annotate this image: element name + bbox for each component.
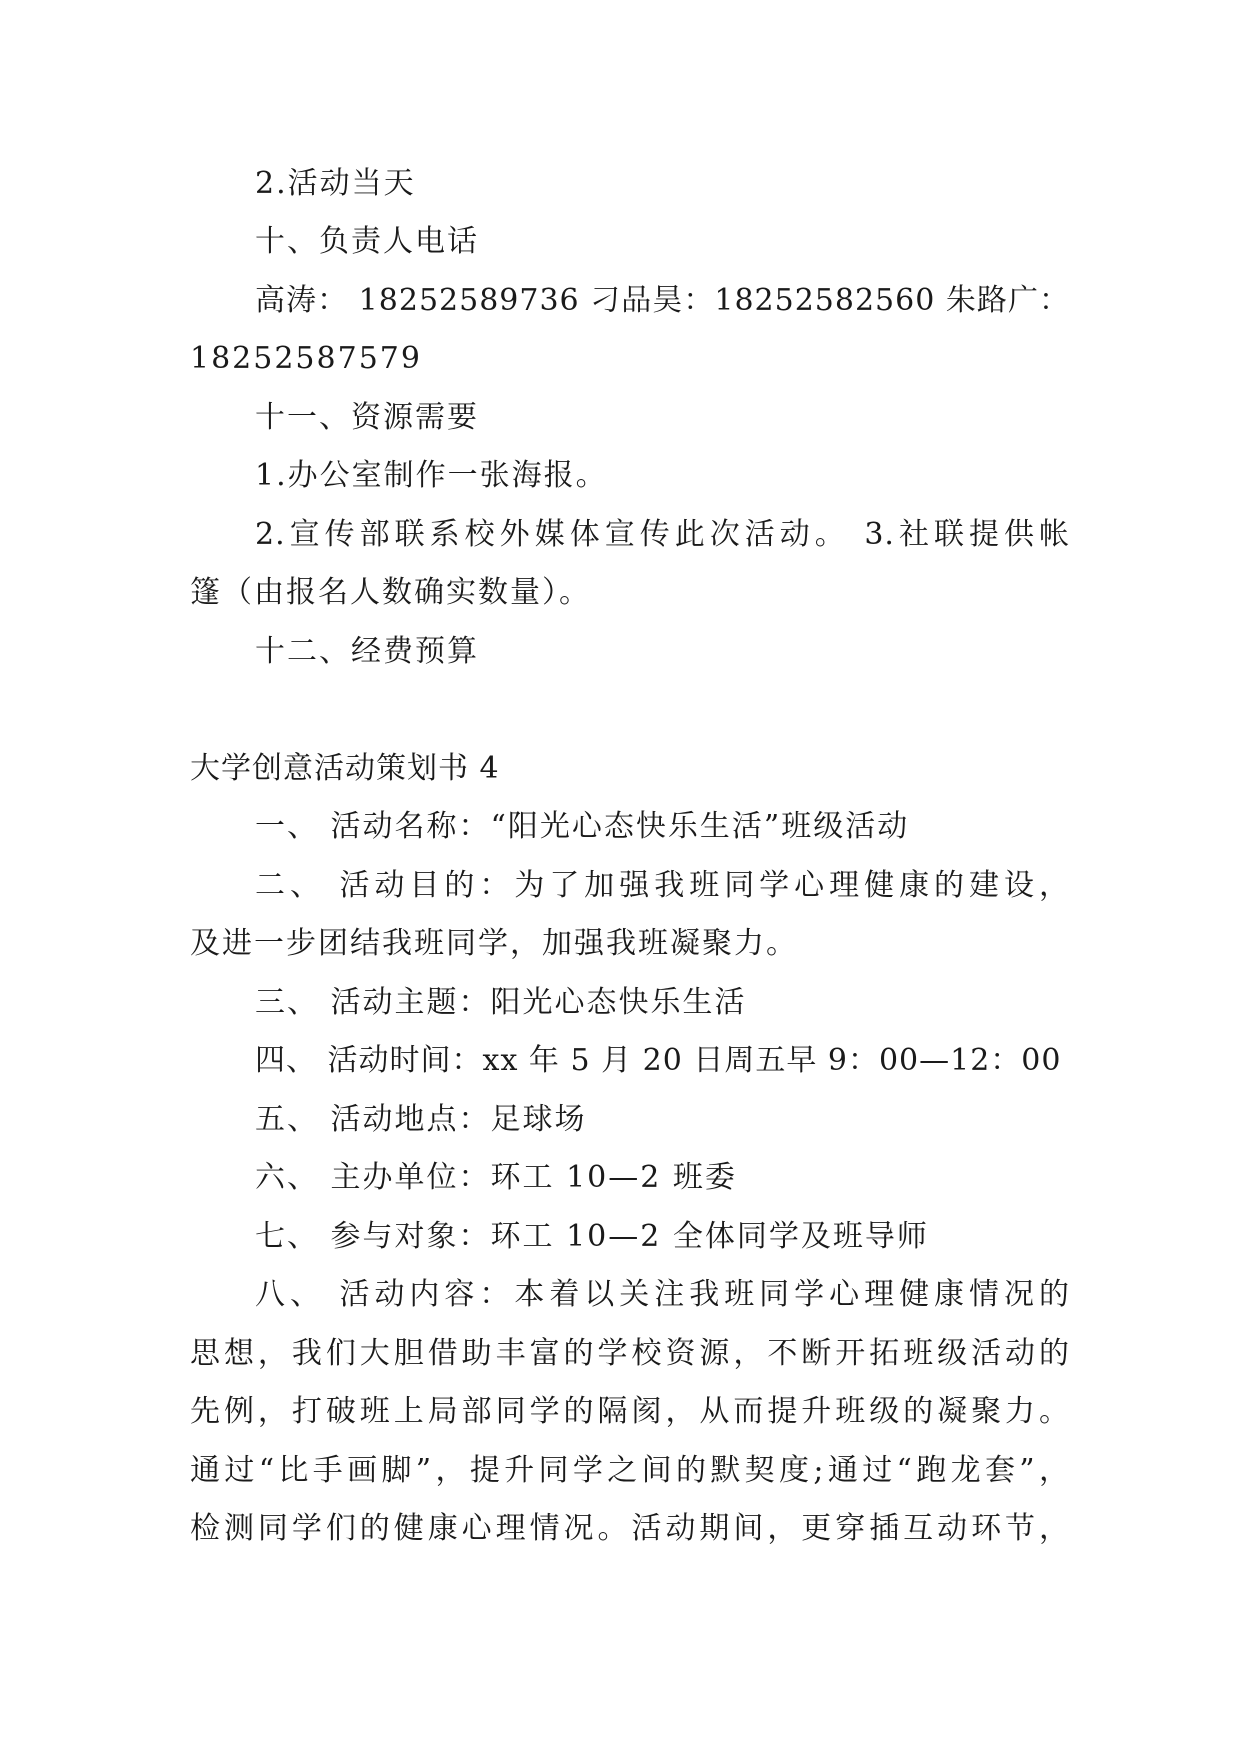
text-line: 及进一步团结我班同学，加强我班凝聚力。 [190, 926, 798, 961]
text-line: 2.宣传部联系校外媒体宣传此次活动。 3.社联提供帐 [255, 517, 1070, 552]
text-line: 18252587579 [190, 341, 422, 376]
text-line: 2.活动当天 [255, 166, 416, 201]
text-line: 思想，我们大胆借助丰富的学校资源，不断开拓班级活动的 [190, 1336, 1070, 1371]
text-line: 高涛： 18252589736 刁品昊：18252582560 朱路广： [255, 283, 1070, 318]
text-line: 七、 参与对象：环工 10—2 全体同学及班导师 [255, 1219, 929, 1254]
section-heading: 十一、资源需要 [255, 400, 479, 435]
text-line: 六、 主办单位：环工 10—2 班委 [255, 1160, 737, 1195]
text-line: 篷（由报名人数确实数量）。 [190, 575, 591, 610]
section-heading: 十二、经费预算 [255, 634, 479, 669]
text-line: 检测同学们的健康心理情况。活动期间，更穿插互动环节， [190, 1511, 1070, 1546]
text-line: 通过“比手画脚”，提升同学之间的默契度;通过“跑龙套”， [190, 1453, 1070, 1488]
text-line: 1.办公室制作一张海报。 [255, 458, 608, 493]
text-line: 先例，打破班上局部同学的隔阂，从而提升班级的凝聚力。 [190, 1394, 1070, 1429]
text-line: 八、 活动内容：本着以关注我班同学心理健康情况的 [255, 1277, 1070, 1312]
section-heading: 十、负责人电话 [255, 224, 479, 259]
text-line: 一、 活动名称：“阳光心态快乐生活”班级活动 [255, 809, 910, 844]
document-title: 大学创意活动策划书 4 [190, 751, 500, 786]
text-line: 四、 活动时间：xx 年 5 月 20 日周五早 9：00—12：00 [255, 1043, 1062, 1078]
text-line: 五、 活动地点：足球场 [255, 1102, 587, 1137]
text-line: 三、 活动主题：阳光心态快乐生活 [255, 985, 747, 1020]
text-line: 二、 活动目的：为了加强我班同学心理健康的建设， [255, 868, 1070, 903]
